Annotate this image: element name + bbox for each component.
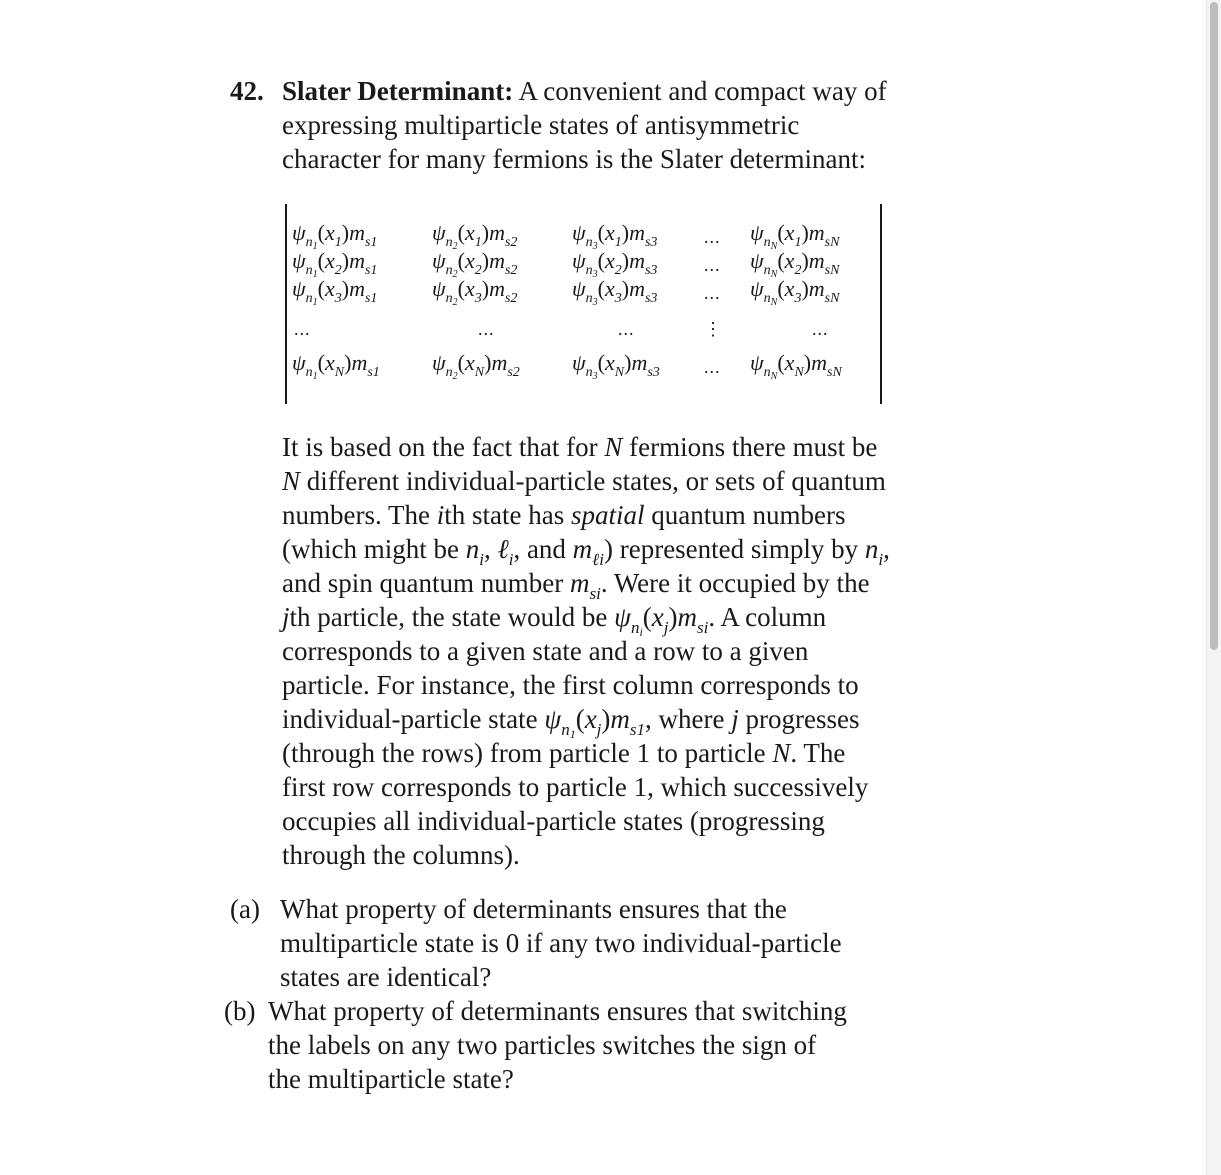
spin-index: sN [824, 263, 840, 278]
particle-index: N [614, 365, 625, 380]
spin-symbol: m [349, 220, 365, 245]
state-index: 2 [452, 269, 458, 280]
row-ellipsis: ... [704, 357, 721, 377]
paren: ( [777, 220, 785, 245]
state-index: 3 [592, 371, 598, 382]
paren: ) [341, 276, 350, 301]
position-symbol: x [465, 350, 475, 375]
problem-header [230, 74, 920, 176]
paren: ) [801, 220, 809, 245]
spin-index: s1 [364, 235, 378, 250]
paren: ( [457, 276, 465, 301]
matrix-entry [432, 272, 517, 311]
spin-index: s2 [507, 365, 520, 380]
intro-text: A convenient and compact way of expressing multiparticle states of antisymmetric character for many fermions is the Slater determinant: [282, 76, 887, 174]
position-symbol: x [605, 350, 615, 375]
state-index: 3 [592, 241, 598, 252]
matrix-entry [750, 346, 842, 385]
particle-index: N [334, 365, 345, 380]
part-text: What property of determinants ensures that switching the labels on any two particles switches the sign of the multiparticle state? [268, 996, 847, 1094]
state-index: 2 [452, 297, 458, 308]
state-symbol: n [445, 235, 453, 250]
state-symbol: n [585, 365, 593, 380]
psi-symbol: ψ [750, 276, 764, 301]
row-ellipsis: ... [704, 255, 721, 275]
position-symbol: x [784, 276, 795, 301]
column-ellipsis: ... [478, 319, 495, 339]
spin-index: s1 [367, 365, 380, 380]
spin-index: s2 [504, 235, 518, 250]
state-index: 1 [312, 269, 318, 280]
column-ellipsis: ... [294, 319, 311, 339]
spin-symbol: m [351, 350, 368, 375]
particle-index: 2 [334, 263, 342, 278]
particle-index: 1 [474, 235, 482, 250]
paren: ( [457, 220, 465, 245]
matrix-entry [572, 272, 657, 311]
paren: ( [597, 220, 605, 245]
spin-symbol: m [489, 248, 505, 273]
column-ellipsis: ⋮ [704, 319, 723, 339]
matrix-entry [572, 346, 660, 385]
particle-index: 3 [794, 291, 802, 306]
problem-number: 42. [230, 76, 264, 106]
psi-symbol: ψ [750, 220, 764, 245]
paren: ( [317, 350, 325, 375]
paren: ( [777, 248, 785, 273]
part-label: (a) [230, 894, 260, 924]
paren: ) [341, 248, 350, 273]
paren: ) [481, 220, 490, 245]
spin-index: s1 [364, 291, 378, 306]
problem-title: Slater Determinant: [282, 76, 514, 106]
paren: ) [484, 350, 492, 375]
paren: ) [801, 248, 809, 273]
psi-symbol: ψ [432, 350, 446, 375]
state-index: 2 [452, 371, 458, 382]
paren: ( [317, 276, 325, 301]
slater-determinant [282, 202, 884, 410]
psi-symbol: ψ [292, 248, 306, 273]
column-ellipsis: ... [812, 319, 829, 339]
spin-symbol: m [629, 276, 645, 301]
paren: ) [621, 220, 630, 245]
state-index: 1 [312, 297, 318, 308]
state-symbol: n [305, 235, 313, 250]
paren: ( [317, 248, 325, 273]
spin-symbol: m [808, 276, 825, 301]
state-symbol: n [585, 235, 593, 250]
psi-symbol: ψ [750, 350, 764, 375]
matrix-entry [292, 272, 377, 311]
spin-index: s3 [644, 235, 658, 250]
spin-symbol: m [811, 350, 827, 375]
spin-symbol: m [629, 248, 645, 273]
spin-index: sN [824, 291, 840, 306]
determinant-right-bar [880, 204, 882, 404]
paren: ( [457, 350, 465, 375]
position-symbol: x [605, 248, 615, 273]
spin-index: s1 [364, 263, 378, 278]
problem-42 [224, 74, 920, 1096]
particle-index: 1 [614, 235, 622, 250]
state-index: 1 [312, 241, 318, 252]
spatial-emphasis: spatial [570, 500, 645, 530]
psi-symbol: ψ [292, 220, 306, 245]
column-ellipsis: ... [618, 319, 635, 339]
matrix-entry [750, 272, 839, 311]
psi-symbol: ψ [432, 276, 446, 301]
position-symbol: x [605, 276, 615, 301]
position-symbol: x [605, 220, 615, 245]
particle-index: 3 [474, 291, 482, 306]
spin-index: s2 [504, 263, 518, 278]
spin-symbol: m [349, 276, 365, 301]
paren: ( [597, 350, 605, 375]
particle-index: 2 [474, 263, 482, 278]
paren: ) [621, 276, 630, 301]
state-symbol: n [585, 263, 593, 278]
state-index: 2 [452, 241, 458, 252]
paren: ( [317, 220, 325, 245]
position-symbol: x [325, 248, 335, 273]
psi-symbol: ψ [572, 220, 586, 245]
paren: ) [481, 248, 490, 273]
state-symbol: n [305, 365, 313, 380]
row-ellipsis: ... [704, 227, 721, 247]
paren: ) [624, 350, 632, 375]
paren: ) [801, 276, 809, 301]
state-symbol: n [445, 263, 453, 278]
spin-symbol: m [808, 220, 825, 245]
spin-symbol: m [489, 220, 505, 245]
explanation-paragraph: It is based on the fact that for N fermions there must be N different individual-particle states, or sets of quantum numbers. The ith state has spatial quantum numbers (which might be $n_i$, ℓ$_i$, and $m_{\ell i}$) represented simply by $n_i$, and spin quantum number $m_{si}$. Were it occupied by the jth particle, the state would be $\psi_{ni}(x_j)m_{si}$. A column corresponds to a given state and a row to a given particle. For instance, the first column corresponds to individual-particle state $\psi_{n1}(x_j)m_{s1}$, where j progresses (through the rows) from particle 1 to particle N. The first row corresponds to particle 1, which successively occupies all individual-particle states (progressing through the columns). [282, 432, 890, 870]
paren: ) [344, 350, 352, 375]
row-ellipsis: ... [704, 283, 721, 303]
state-symbol: n [305, 291, 313, 306]
problem-intro [282, 74, 892, 176]
question-parts [224, 892, 920, 1096]
spin-symbol: m [808, 248, 825, 273]
psi-symbol: ψ [292, 276, 306, 301]
spin-symbol: m [349, 248, 365, 273]
spin-index: s3 [647, 365, 660, 380]
spin-index: s3 [644, 263, 658, 278]
state-symbol: n [763, 263, 771, 278]
state-symbol: n [763, 365, 771, 380]
psi-symbol: ψ [572, 276, 586, 301]
scrollbar-track[interactable] [1206, 0, 1221, 1175]
paren: ( [597, 276, 605, 301]
spin-index: sN [827, 365, 842, 380]
position-symbol: x [325, 276, 335, 301]
question-part-a [230, 892, 920, 994]
psi-symbol: ψ [432, 220, 446, 245]
state-symbol: n [445, 365, 453, 380]
spin-index: s3 [644, 291, 658, 306]
position-symbol: x [465, 276, 475, 301]
position-symbol: x [465, 248, 475, 273]
spin-symbol: m [631, 350, 648, 375]
paren: ) [341, 220, 350, 245]
state-symbol: n [305, 263, 313, 278]
spin-symbol: m [491, 350, 508, 375]
position-symbol: x [784, 220, 795, 245]
paren: ) [621, 248, 630, 273]
part-label: (b) [224, 996, 256, 1026]
paren: ) [481, 276, 490, 301]
paren: ( [777, 276, 785, 301]
particle-index: 1 [334, 235, 342, 250]
state-index: 3 [592, 297, 598, 308]
particle-index: 3 [334, 291, 342, 306]
psi-symbol: ψ [432, 248, 446, 273]
paren: ) [803, 350, 812, 375]
state-symbol: n [445, 291, 453, 306]
psi-symbol: ψ [292, 350, 306, 375]
paren: ( [597, 248, 605, 273]
matrix-entry [432, 346, 520, 385]
state-symbol: n [585, 291, 593, 306]
particle-index: N [474, 365, 485, 380]
paren: ( [457, 248, 465, 273]
part-text: What property of determinants ensures that the multiparticle state is 0 if any two individual-particle states are identical? [280, 894, 842, 992]
particle-index: N [794, 365, 804, 380]
psi-symbol: ψ [572, 350, 586, 375]
state-index: 3 [592, 269, 598, 280]
state-symbol: n [763, 235, 771, 250]
psi-symbol: ψ [572, 248, 586, 273]
spin-index: sN [824, 235, 840, 250]
position-symbol: x [784, 248, 795, 273]
particle-index: 2 [794, 263, 802, 278]
psi-symbol: ψ [750, 248, 764, 273]
determinant-left-bar [285, 204, 287, 404]
state-index: N [770, 269, 778, 280]
position-symbol: x [784, 350, 795, 375]
state-index: N [770, 297, 778, 308]
spin-symbol: m [489, 276, 505, 301]
position-symbol: x [325, 350, 335, 375]
matrix-entry [292, 346, 380, 385]
spin-symbol: m [629, 220, 645, 245]
spin-index: s2 [504, 291, 518, 306]
state-index: N [770, 241, 778, 252]
particle-index: 3 [614, 291, 622, 306]
scrollbar-thumb[interactable] [1210, 2, 1218, 650]
position-symbol: x [325, 220, 335, 245]
question-part-b [224, 994, 920, 1096]
particle-index: 2 [614, 263, 622, 278]
position-symbol: x [465, 220, 475, 245]
particle-index: 1 [794, 235, 802, 250]
state-index: N [770, 371, 778, 382]
paren: ( [777, 350, 785, 375]
state-index: 1 [312, 371, 318, 382]
state-symbol: n [763, 291, 771, 306]
